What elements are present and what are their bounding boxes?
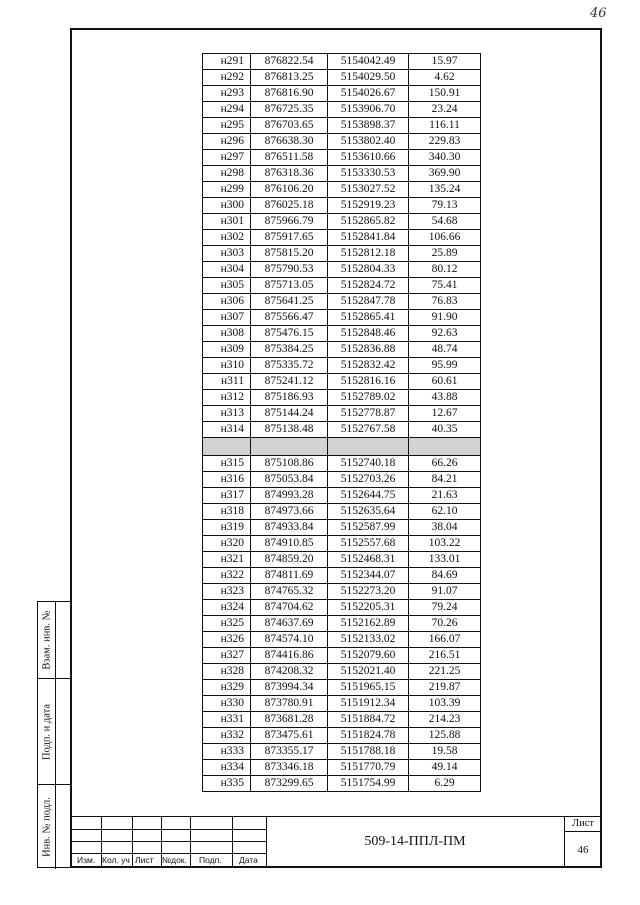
coord-x-cell: 876725.35 [251, 102, 328, 118]
segment-length-cell: 103.22 [409, 536, 481, 552]
point-id-cell: н331 [203, 712, 251, 728]
table-row [203, 86, 481, 102]
point-id-cell: н291 [203, 54, 251, 70]
coord-y-cell: 5151754.99 [328, 776, 409, 792]
coord-y-cell: 5152468.31 [328, 552, 409, 568]
coord-x-cell: 874933.84 [251, 520, 328, 536]
table-row [203, 568, 481, 584]
coord-y-cell: 5152865.82 [328, 214, 409, 230]
point-id-cell: н321 [203, 552, 251, 568]
coord-y-cell: 5152273.20 [328, 584, 409, 600]
table-row [203, 760, 481, 776]
table-row [203, 118, 481, 134]
coord-x-cell: 875384.25 [251, 342, 328, 358]
coord-x-cell: 875641.25 [251, 294, 328, 310]
segment-length-cell: 43.88 [409, 390, 481, 406]
coord-y-cell: 5152021.40 [328, 664, 409, 680]
segment-length-cell: 84.69 [409, 568, 481, 584]
coord-x-cell: 875108.86 [251, 456, 328, 472]
segment-length-cell: 216.51 [409, 648, 481, 664]
coord-y-cell: 5153906.70 [328, 102, 409, 118]
segment-length-cell: 221.25 [409, 664, 481, 680]
table-row [203, 214, 481, 230]
table-row [203, 230, 481, 246]
coord-x-cell: 874859.20 [251, 552, 328, 568]
point-id-cell: н306 [203, 294, 251, 310]
table-row [203, 70, 481, 86]
point-id-cell: н324 [203, 600, 251, 616]
table-row [203, 102, 481, 118]
table-row [203, 54, 481, 70]
segment-length-cell [409, 438, 481, 456]
point-id-cell: н318 [203, 504, 251, 520]
table-row [203, 648, 481, 664]
point-id-cell: н304 [203, 262, 251, 278]
coord-y-cell [328, 438, 409, 456]
segment-length-cell: 369.90 [409, 166, 481, 182]
segment-length-cell: 84.21 [409, 472, 481, 488]
coord-y-cell: 5152816.16 [328, 374, 409, 390]
coord-y-cell: 5151884.72 [328, 712, 409, 728]
point-id-cell: н332 [203, 728, 251, 744]
point-id-cell: н327 [203, 648, 251, 664]
table-row [203, 390, 481, 406]
segment-length-cell: 66.26 [409, 456, 481, 472]
table-row [203, 278, 481, 294]
point-id-cell: н334 [203, 760, 251, 776]
table-row [203, 374, 481, 390]
coord-x-cell: 874993.28 [251, 488, 328, 504]
table-row [203, 600, 481, 616]
segment-length-cell: 60.61 [409, 374, 481, 390]
coord-x-cell: 873475.61 [251, 728, 328, 744]
segment-length-cell: 116.11 [409, 118, 481, 134]
coord-y-cell: 5152848.46 [328, 326, 409, 342]
point-id-cell: н333 [203, 744, 251, 760]
segment-length-cell: 19.58 [409, 744, 481, 760]
segment-length-cell: 92.63 [409, 326, 481, 342]
coord-y-cell: 5152133.02 [328, 632, 409, 648]
point-id-cell: н311 [203, 374, 251, 390]
coord-x-cell: 873780.91 [251, 696, 328, 712]
coord-x-cell: 875241.12 [251, 374, 328, 390]
point-id-cell: н293 [203, 86, 251, 102]
coord-y-cell: 5152841.84 [328, 230, 409, 246]
coord-y-cell: 5154026.67 [328, 86, 409, 102]
coord-y-cell: 5152812.18 [328, 246, 409, 262]
point-id-cell [203, 438, 251, 456]
point-id-cell: н335 [203, 776, 251, 792]
point-id-cell: н323 [203, 584, 251, 600]
coord-x-cell: 873681.28 [251, 712, 328, 728]
point-id-cell: н312 [203, 390, 251, 406]
point-id-cell: н300 [203, 198, 251, 214]
table-row [203, 632, 481, 648]
coord-y-cell: 5152703.26 [328, 472, 409, 488]
coord-y-cell: 5152865.41 [328, 310, 409, 326]
segment-length-cell: 70.26 [409, 616, 481, 632]
coord-x-cell: 875144.24 [251, 406, 328, 422]
segment-length-cell: 23.24 [409, 102, 481, 118]
side-stamp [37, 601, 71, 868]
stamp-label-sheet: Лист [135, 855, 154, 865]
stamp-label-date: Дата [239, 855, 258, 865]
segment-length-cell: 79.24 [409, 600, 481, 616]
coord-x-cell: 874811.69 [251, 568, 328, 584]
table-row [203, 438, 481, 456]
coord-y-cell: 5151770.79 [328, 760, 409, 776]
point-id-cell: н294 [203, 102, 251, 118]
segment-length-cell: 54.68 [409, 214, 481, 230]
coord-x-cell: 876703.65 [251, 118, 328, 134]
coord-x-cell: 875713.05 [251, 278, 328, 294]
point-id-cell: н298 [203, 166, 251, 182]
coord-y-cell: 5152635.64 [328, 504, 409, 520]
coord-x-cell [251, 438, 328, 456]
point-id-cell: н329 [203, 680, 251, 696]
coord-x-cell: 875815.20 [251, 246, 328, 262]
coord-x-cell: 876813.25 [251, 70, 328, 86]
segment-length-cell: 4.62 [409, 70, 481, 86]
segment-length-cell: 106.66 [409, 230, 481, 246]
segment-length-cell: 48.74 [409, 342, 481, 358]
coord-x-cell: 875186.93 [251, 390, 328, 406]
coord-x-cell: 876318.36 [251, 166, 328, 182]
title-block-grid [72, 817, 267, 867]
segment-length-cell: 38.04 [409, 520, 481, 536]
coord-x-cell: 874574.10 [251, 632, 328, 648]
coord-y-cell: 5153330.53 [328, 166, 409, 182]
side-cell-sign-date [38, 679, 71, 785]
coord-x-cell: 874704.62 [251, 600, 328, 616]
table-row [203, 342, 481, 358]
coord-x-cell: 874910.85 [251, 536, 328, 552]
table-row [203, 488, 481, 504]
side-cell-replace-inv [38, 602, 71, 679]
coord-y-cell: 5152789.02 [328, 390, 409, 406]
coord-y-cell: 5152836.88 [328, 342, 409, 358]
coord-x-cell: 874973.66 [251, 504, 328, 520]
stamp-label-change: Изм. [77, 855, 96, 865]
coord-x-cell: 875917.65 [251, 230, 328, 246]
segment-length-cell: 91.90 [409, 310, 481, 326]
table-row [203, 680, 481, 696]
point-id-cell: н315 [203, 456, 251, 472]
coord-x-cell: 876822.54 [251, 54, 328, 70]
segment-length-cell: 80.12 [409, 262, 481, 278]
coord-y-cell: 5152205.31 [328, 600, 409, 616]
point-id-cell: н303 [203, 246, 251, 262]
coord-y-cell: 5153802.40 [328, 134, 409, 150]
point-id-cell: н326 [203, 632, 251, 648]
point-id-cell: н296 [203, 134, 251, 150]
point-id-cell: н297 [203, 150, 251, 166]
table-row [203, 134, 481, 150]
segment-length-cell: 79.13 [409, 198, 481, 214]
side-label-inv-original: Инв. № подл. [41, 797, 53, 857]
point-id-cell: н302 [203, 230, 251, 246]
point-id-cell: н316 [203, 472, 251, 488]
segment-length-cell: 125.88 [409, 728, 481, 744]
segment-length-cell: 15.97 [409, 54, 481, 70]
point-id-cell: н292 [203, 70, 251, 86]
point-id-cell: н330 [203, 696, 251, 712]
segment-length-cell: 340.30 [409, 150, 481, 166]
segment-length-cell: 166.07 [409, 632, 481, 648]
document-code: 509-14-ППЛ-ПМ [364, 834, 466, 849]
coord-x-cell: 874637.69 [251, 616, 328, 632]
table-row [203, 166, 481, 182]
stamp-label-docnum: №док. [162, 855, 187, 865]
coord-x-cell: 876106.20 [251, 182, 328, 198]
segment-length-cell: 91.07 [409, 584, 481, 600]
point-id-cell: н299 [203, 182, 251, 198]
segment-length-cell: 95.99 [409, 358, 481, 374]
coord-y-cell: 5152847.78 [328, 294, 409, 310]
table-row [203, 326, 481, 342]
coord-x-cell: 874208.32 [251, 664, 328, 680]
table-row [203, 262, 481, 278]
segment-length-cell: 62.10 [409, 504, 481, 520]
table-row [203, 584, 481, 600]
table-row [203, 520, 481, 536]
stamp-label-qty: Кол. уч [102, 855, 130, 865]
table-row [203, 552, 481, 568]
table-row [203, 712, 481, 728]
coord-x-cell: 876816.90 [251, 86, 328, 102]
table-row [203, 472, 481, 488]
point-id-cell: н308 [203, 326, 251, 342]
coord-x-cell: 875053.84 [251, 472, 328, 488]
coord-y-cell: 5151912.34 [328, 696, 409, 712]
segment-length-cell: 40.35 [409, 422, 481, 438]
coord-y-cell: 5152344.07 [328, 568, 409, 584]
coord-y-cell: 5153898.37 [328, 118, 409, 134]
point-id-cell: н305 [203, 278, 251, 294]
point-id-cell: н309 [203, 342, 251, 358]
side-cell-inv-original [38, 785, 71, 869]
handwritten-page-number: 46 [590, 6, 607, 21]
coord-y-cell: 5153610.66 [328, 150, 409, 166]
point-id-cell: н301 [203, 214, 251, 230]
side-label-sign-date: Подп. и дата [41, 703, 53, 760]
coord-x-cell: 873355.17 [251, 744, 328, 760]
point-id-cell: н328 [203, 664, 251, 680]
segment-length-cell: 49.14 [409, 760, 481, 776]
coord-y-cell: 5152824.72 [328, 278, 409, 294]
table-row [203, 504, 481, 520]
table-row [203, 456, 481, 472]
segment-length-cell: 214.23 [409, 712, 481, 728]
coord-x-cell: 875476.15 [251, 326, 328, 342]
segment-length-cell: 219.87 [409, 680, 481, 696]
coord-y-cell: 5152079.60 [328, 648, 409, 664]
table-row [203, 294, 481, 310]
point-id-cell: н314 [203, 422, 251, 438]
table-row [203, 536, 481, 552]
table-row [203, 198, 481, 214]
title-block [72, 816, 600, 867]
coord-y-cell: 5151788.18 [328, 744, 409, 760]
coord-y-cell: 5154042.49 [328, 54, 409, 70]
coord-x-cell: 875566.47 [251, 310, 328, 326]
coord-y-cell: 5152162.89 [328, 616, 409, 632]
coord-x-cell: 876511.58 [251, 150, 328, 166]
coord-x-cell: 875335.72 [251, 358, 328, 374]
coord-y-cell: 5151824.78 [328, 728, 409, 744]
table-row [203, 246, 481, 262]
coord-y-cell: 5153027.52 [328, 182, 409, 198]
coord-x-cell: 874765.32 [251, 584, 328, 600]
coord-y-cell: 5152804.33 [328, 262, 409, 278]
point-id-cell: н320 [203, 536, 251, 552]
segment-length-cell: 150.91 [409, 86, 481, 102]
point-id-cell: н317 [203, 488, 251, 504]
table-row [203, 664, 481, 680]
point-id-cell: н322 [203, 568, 251, 584]
table-row [203, 422, 481, 438]
segment-length-cell: 76.83 [409, 294, 481, 310]
sheet-box [564, 817, 601, 867]
segment-length-cell: 75.41 [409, 278, 481, 294]
sheet-label: Лист [572, 818, 594, 829]
table-row [203, 358, 481, 374]
coord-y-cell: 5152587.99 [328, 520, 409, 536]
coord-y-cell: 5154029.50 [328, 70, 409, 86]
sheet-number: 46 [577, 844, 589, 856]
point-id-cell: н313 [203, 406, 251, 422]
point-id-cell: н307 [203, 310, 251, 326]
segment-length-cell: 135.24 [409, 182, 481, 198]
table-row [203, 310, 481, 326]
table-row [203, 406, 481, 422]
point-id-cell: н325 [203, 616, 251, 632]
coord-y-cell: 5152767.58 [328, 422, 409, 438]
table-row [203, 182, 481, 198]
coord-y-cell: 5152832.42 [328, 358, 409, 374]
segment-length-cell: 103.39 [409, 696, 481, 712]
coord-x-cell: 873346.18 [251, 760, 328, 776]
coord-x-cell: 876638.30 [251, 134, 328, 150]
coord-x-cell: 873994.34 [251, 680, 328, 696]
segment-length-cell: 25.89 [409, 246, 481, 262]
coord-y-cell: 5152644.75 [328, 488, 409, 504]
coord-y-cell: 5152557.68 [328, 536, 409, 552]
table-row [203, 150, 481, 166]
stamp-label-sign: Подп. [199, 855, 222, 865]
coord-x-cell: 875138.48 [251, 422, 328, 438]
coord-y-cell: 5151965.15 [328, 680, 409, 696]
table-row [203, 616, 481, 632]
segment-length-cell: 6.29 [409, 776, 481, 792]
table-row [203, 744, 481, 760]
table-row [203, 696, 481, 712]
table-row [203, 776, 481, 792]
side-label-replace-inv: Взам. инв. № [41, 610, 53, 670]
segment-length-cell: 12.67 [409, 406, 481, 422]
coord-x-cell: 875966.79 [251, 214, 328, 230]
coord-y-cell: 5152919.23 [328, 198, 409, 214]
point-id-cell: н319 [203, 520, 251, 536]
segment-length-cell: 229.83 [409, 134, 481, 150]
segment-length-cell: 21.63 [409, 488, 481, 504]
coordinates-table [202, 53, 481, 792]
coord-y-cell: 5152778.87 [328, 406, 409, 422]
point-id-cell: н310 [203, 358, 251, 374]
point-id-cell: н295 [203, 118, 251, 134]
segment-length-cell: 133.01 [409, 552, 481, 568]
coord-x-cell: 875790.53 [251, 262, 328, 278]
coord-x-cell: 873299.65 [251, 776, 328, 792]
coord-y-cell: 5152740.18 [328, 456, 409, 472]
coord-x-cell: 874416.86 [251, 648, 328, 664]
coord-x-cell: 876025.18 [251, 198, 328, 214]
table-row [203, 728, 481, 744]
